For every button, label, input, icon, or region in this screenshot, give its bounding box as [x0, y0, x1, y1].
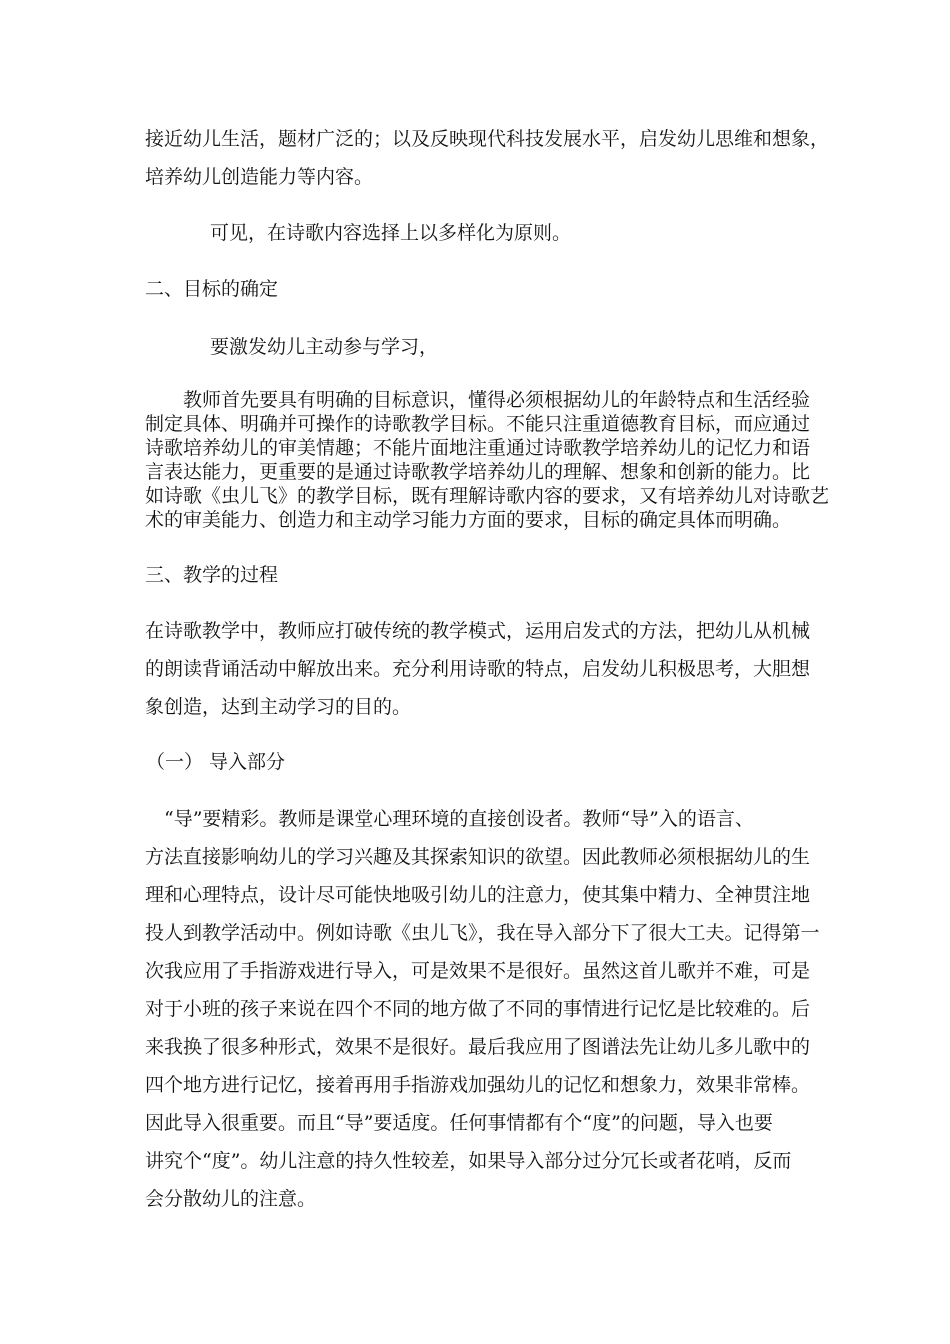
text-line: 培养幼儿创造能力等内容。 — [145, 166, 374, 188]
text-line: 可见，在诗歌内容选择上以多样化为原则。 — [210, 222, 572, 244]
text-line: 讲究个“度”。幼儿注意的持久性较差，如果导入部分过分冗长或者花哨，反而 — [145, 1150, 792, 1172]
text-line: 方法直接影响幼儿的学习兴趣及其探索知识的欲望。因此教师必须根据幼儿的生 — [145, 846, 811, 868]
text-line: 制定具体、明确并可操作的诗歌教学目标。不能只注重道德教育目标，而应通过 — [145, 413, 811, 435]
paragraph-diversity-principle — [210, 214, 810, 252]
text-line: 接近幼儿生活，题材广泛的；以及反映现代科技发展水平，启发幼儿思维和想象， — [145, 128, 830, 150]
paragraph-content-scope — [145, 120, 830, 196]
text-line: 因此导入很重要。而且“导”要适度。任何事情都有个“度”的问题，导入也要 — [145, 1112, 773, 1134]
text-line: 象创造，达到主动学习的目的。 — [145, 696, 412, 718]
text-line: 言表达能力，更重要的是通过诗歌教学培养幼儿的理解、想象和创新的能力。比 — [145, 461, 811, 483]
paragraph-teaching-mode — [145, 612, 810, 726]
text-line: 次我应用了手指游戏进行导入，可是效果不是很好。虽然这首儿歌并不难，可是 — [145, 960, 811, 982]
section-heading-goals — [145, 270, 810, 308]
text-line: 如诗歌《虫儿飞》的教学目标，既有理解诗歌内容的要求，又有培养幼儿对诗歌艺 — [145, 485, 830, 507]
subsection-heading-introduction — [146, 743, 811, 781]
text-line: 四个地方进行记忆，接着再用手指游戏加强幼儿的记忆和想象力，效果非常棒。 — [145, 1074, 811, 1096]
section-heading-process — [145, 556, 810, 594]
heading-text: 三、教学的过程 — [145, 564, 279, 586]
paragraph-goal-awareness — [145, 388, 830, 532]
text-line: 会分散幼儿的注意。 — [145, 1188, 317, 1210]
text-line: 教师首先要具有明确的目标意识，懂得必须根据幼儿的年龄特点和生活经验 — [183, 389, 811, 411]
text-line: 投人到教学活动中。例如诗歌《虫儿飞》，我在导入部分下了很大工夫。记得第一 — [145, 922, 820, 944]
text-line: 在诗歌教学中，教师应打破传统的教学模式，运用启发式的方法，把幼儿从机械 — [145, 620, 811, 642]
paragraph-introduction-detail — [145, 800, 820, 1218]
heading-text: （一） 导入部分 — [146, 751, 286, 773]
text-line: “导”要精彩。教师是课堂心理环境的直接创设者。教师“导”入的语言、 — [145, 808, 754, 830]
text-line: 要激发幼儿主动参与学习， — [210, 336, 439, 358]
text-line: 来我换了很多种形式，效果不是很好。最后我应用了图谱法先让幼儿多儿歌中的 — [145, 1036, 811, 1058]
text-line: 的朗读背诵活动中解放出来。充分利用诗歌的特点，启发幼儿积极思考，大胆想 — [145, 658, 811, 680]
text-line: 诗歌培养幼儿的审美情趣；不能片面地注重通过诗歌教学培养幼儿的记忆力和语 — [145, 437, 811, 459]
text-line: 对于小班的孩子来说在四个不同的地方做了不同的事情进行记忆是比较难的。后 — [145, 998, 811, 1020]
paragraph-active-participation — [210, 328, 810, 366]
text-line: 术的审美能力、创造力和主动学习能力方面的要求，目标的确定具体而明确。 — [145, 509, 792, 531]
text-line: 理和心理特点，设计尽可能快地吸引幼儿的注意力，使其集中精力、全神贯注地 — [145, 884, 811, 906]
heading-text: 二、目标的确定 — [145, 278, 279, 300]
